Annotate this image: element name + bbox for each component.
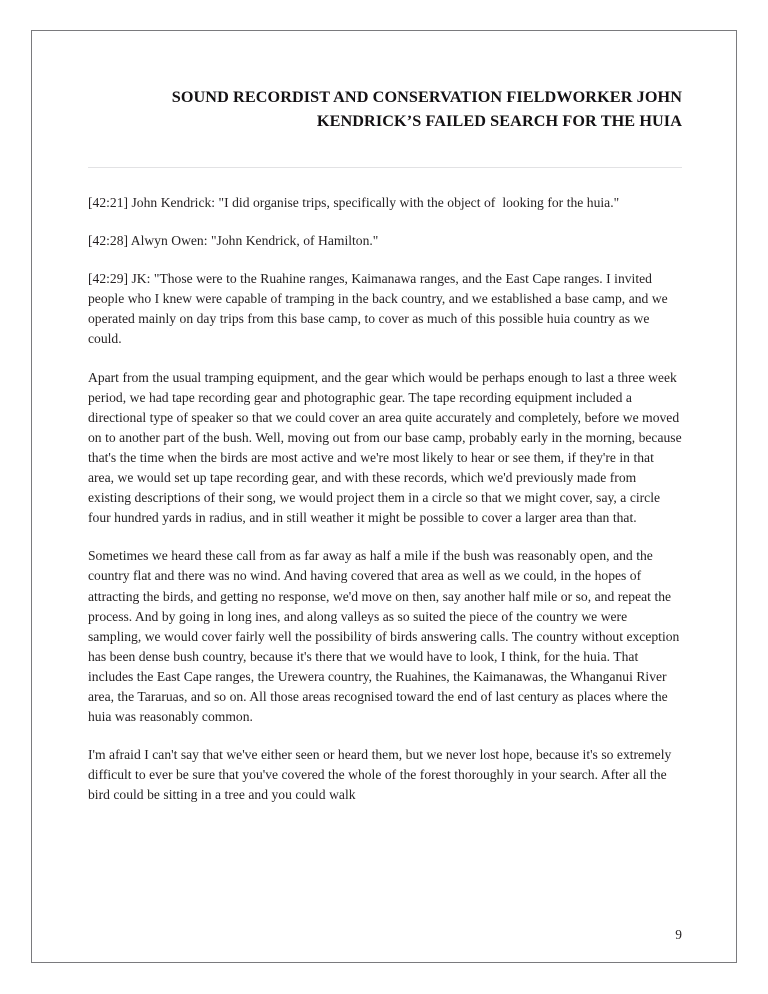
page-content-area (88, 31, 686, 962)
paragraph: Sometimes we heard these call from as far away as half a mile if the bush was reasonably open, and the country flat and there was no wind. And having covered that area as well as we could, in the hopes of attracting the birds, and getting no response, we'd move on then, say another half mile or so, and repeat the process. And by going in long ines, and along valleys as so suited the piece of the country we were sampling, we would cover fairly well the possibility of birds answering calls. The country without exception has been dense bush country, because it's there that we would have to look, I think, for the huia. That includes the East Cape ranges, the Urewera country, the Ruahines, the Kaimanawas, the Whanganui River area, the Tararuas, and so on. All those areas recognised toward the end of last century as places where the huia was reasonably common. (88, 548, 683, 725)
paragraph: Apart from the usual tramping equipment, and the gear which would be perhaps enough to last a three week period, we had tape recording gear and photographic gear. The tape recording equipment included a directional type of speaker so that we could cover an area quite accurately and completely, before we moved on to another part of the bush. Well, moving out from our base camp, probably early in the morning, because that's the time when the birds are most active and we're most likely to hear or see them, if they're in that area, we would set up tape recording gear, and with these records, which we'd previously made from existing descriptions of their song, we would project them in a circle so that we might cover, say, a circle four hundred yards in radius, and in still weather it might be possible to cover a larger area than that. (88, 369, 686, 526)
title-divider (88, 167, 682, 168)
paragraph: [42:28] Alwyn Owen: "John Kendrick, of Hamilton." (88, 233, 379, 249)
paragraph: [42:29] JK: "Those were to the Ruahine ranges, Kaimanawa ranges, and the East Cape ranges. I invited people who I knew were capable of tramping in the back country, and we established a base camp, and we operated mainly on day trips from this base camp, to cover as much of this possible huia country as we could. (88, 271, 672, 347)
page-title: SOUND RECORDIST AND CONSERVATION FIELDWORKER JOHN KENDRICK’S FAILED SEARCH FOR THE HUIA (171, 88, 682, 130)
paragraph: I'm afraid I can't say that we've either seen or heard them, but we never lost hope, because it's so extremely difficult to ever be sure that you've covered the whole of the forest thoroughly in your search. After all the bird could be sitting in a tree and you could walk (88, 747, 675, 803)
page-number: 9 (675, 927, 682, 942)
document-body (88, 193, 686, 805)
paragraph: [42:21] John Kendrick: "I did organise trips, specifically with the object of looking for the huia." (88, 195, 620, 210)
document-page (31, 30, 737, 963)
